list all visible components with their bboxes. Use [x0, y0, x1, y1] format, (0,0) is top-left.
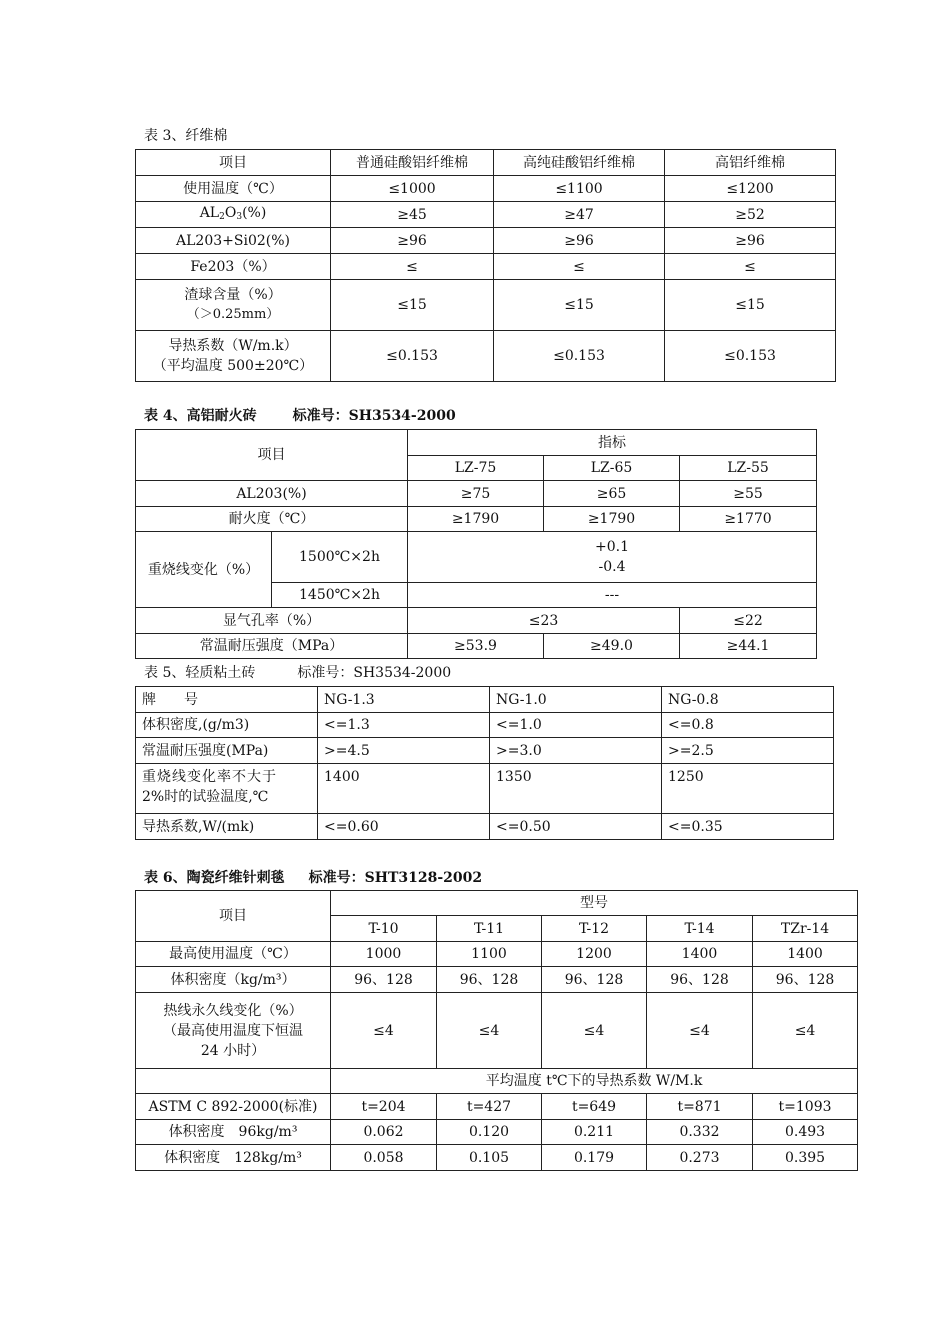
table-cell: ≤15	[665, 280, 836, 331]
row-label-line: （最高使用温度下恒温	[163, 1022, 303, 1039]
condition-title: 平均温度 t℃下的导热系数 W/M.k	[331, 1069, 858, 1094]
table6-item-header: 项目	[136, 891, 331, 942]
row-label-line: 24 小时）	[200, 1042, 266, 1059]
table-cell: ≤4	[437, 993, 542, 1069]
table-cell: ≤0.153	[665, 331, 836, 382]
table3-header-cell: 高铝纤维棉	[665, 150, 836, 176]
table-cell: ≤	[665, 254, 836, 280]
table-cell: 1000	[331, 942, 437, 967]
table-row	[136, 608, 817, 634]
row-label: 显气孔率（%）	[136, 608, 408, 634]
table-row	[136, 967, 858, 993]
table-cell: ≤0.153	[331, 331, 494, 382]
table-row	[136, 228, 836, 254]
table-cell: >=3.0	[490, 738, 662, 764]
row-label	[136, 993, 331, 1069]
table4-caption	[144, 407, 456, 425]
table4-high-alumina-brick	[135, 429, 817, 659]
table-cell: 96、128	[647, 967, 753, 993]
type-header: T-14	[647, 916, 753, 942]
table5-header-cell: NG-1.3	[318, 687, 490, 713]
table-cell: ≤15	[494, 280, 665, 331]
table4-title: 表 4、高铝耐火砖	[144, 408, 257, 424]
row-label: 使用温度（℃）	[136, 176, 331, 202]
table-row	[136, 814, 834, 840]
table-cell: ≤4	[753, 993, 858, 1069]
table5-standard: 标准号：SH3534-2000	[297, 665, 452, 681]
table-cell: 0.120	[437, 1120, 542, 1145]
table-cell: ≤1000	[331, 176, 494, 202]
table-cell: ≥53.9	[408, 634, 544, 659]
row-label	[136, 280, 331, 331]
table-row	[136, 764, 834, 814]
table-row	[136, 1094, 858, 1120]
table-cell: ≤22	[680, 608, 817, 634]
row-label: 体积密度 128kg/m³	[136, 1145, 331, 1171]
row-label-line: 重烧线变化率不大于	[142, 769, 277, 785]
table-cell: 96、128	[753, 967, 858, 993]
row-label: ASTM C 892-2000(标准)	[136, 1094, 331, 1120]
table5-header-cell: NG-1.0	[490, 687, 662, 713]
table-cell: 0.058	[331, 1145, 437, 1171]
table4-index-header: 指标	[408, 430, 817, 456]
value-line: -0.4	[598, 559, 626, 575]
table-cell: t=1093	[753, 1094, 858, 1120]
row-label: 重烧线变化（%）	[136, 532, 272, 608]
type-header: T-10	[331, 916, 437, 942]
row-label: 体积密度（kg/m³）	[136, 967, 331, 993]
table-row	[136, 331, 836, 382]
table5-header-row	[136, 687, 834, 713]
table-row	[136, 1069, 858, 1094]
table-cell: 1100	[437, 942, 542, 967]
table-cell: ≤4	[647, 993, 753, 1069]
table-cell: 1250	[662, 764, 834, 814]
table-cell: ≥65	[544, 481, 680, 507]
table3-header-cell: 项目	[136, 150, 331, 176]
table-cell: t=204	[331, 1094, 437, 1120]
row-label: 体积密度 96kg/m³	[136, 1120, 331, 1145]
table-cell: 1400	[753, 942, 858, 967]
table-cell: <=0.8	[662, 713, 834, 738]
table4-standard: 标准号：SH3534-2000	[292, 408, 456, 424]
table-cell: 0.273	[647, 1145, 753, 1171]
grade-header: LZ-55	[680, 456, 817, 481]
table5-brand-header: 牌 号	[136, 687, 318, 713]
table-row	[136, 507, 817, 532]
table-row	[136, 634, 817, 659]
row-label	[136, 331, 331, 382]
condition-cell: 1450℃×2h	[272, 583, 408, 608]
row-label-line: 导热系数（W/m.k）	[168, 338, 298, 354]
table3-caption: 表 3、纤维棉	[144, 128, 228, 144]
table6-model-header: 型号	[331, 891, 858, 916]
table-cell: 0.211	[542, 1120, 647, 1145]
table4-item-header: 项目	[136, 430, 408, 481]
table-cell: 0.179	[542, 1145, 647, 1171]
table-cell: ≥55	[680, 481, 817, 507]
table-row	[136, 532, 817, 583]
row-label: Fe203（%）	[136, 254, 331, 280]
table-cell: <=0.60	[318, 814, 490, 840]
table-row	[136, 254, 836, 280]
value-line: +0.1	[595, 539, 630, 555]
table-cell: ---	[408, 583, 817, 608]
row-label: AL203(%)	[136, 481, 408, 507]
table-cell: <=1.0	[490, 713, 662, 738]
table-cell: t=871	[647, 1094, 753, 1120]
table-cell: 0.395	[753, 1145, 858, 1171]
table-cell: ≤4	[331, 993, 437, 1069]
table5-caption	[144, 664, 451, 682]
table-cell: <=0.50	[490, 814, 662, 840]
table-cell: 96、128	[542, 967, 647, 993]
row-label: 耐火度（℃）	[136, 507, 408, 532]
table3-header-cell: 高纯硅酸铝纤维棉	[494, 150, 665, 176]
table-cell: >=2.5	[662, 738, 834, 764]
table-cell: ≤4	[542, 993, 647, 1069]
table-cell: 0.493	[753, 1120, 858, 1145]
table-cell: ≥1790	[408, 507, 544, 532]
table-cell: ≥1790	[544, 507, 680, 532]
table-cell: ≤	[331, 254, 494, 280]
table-row	[136, 713, 834, 738]
table3-header-cell: 普通硅酸铝纤维棉	[331, 150, 494, 176]
row-label: 导热系数,W/(mk)	[136, 814, 318, 840]
table-cell: ≤15	[331, 280, 494, 331]
row-label-line: 热线永久线变化（%）	[163, 1002, 303, 1019]
table-row	[136, 738, 834, 764]
table-cell: ≥96	[494, 228, 665, 254]
table-cell: ≤0.153	[494, 331, 665, 382]
row-label: 体积密度,(g/m3)	[136, 713, 318, 738]
table-cell: ≤1200	[665, 176, 836, 202]
table-row	[136, 1145, 858, 1171]
row-label-line: （平均温度 500±20℃）	[152, 358, 314, 374]
table5-header-cell: NG-0.8	[662, 687, 834, 713]
row-label: AL203+Si02(%)	[136, 228, 331, 254]
table5-light-clay-brick	[135, 686, 834, 840]
table-row	[136, 942, 858, 967]
table-cell: 0.332	[647, 1120, 753, 1145]
table-row	[136, 481, 817, 507]
table6-caption	[144, 869, 482, 887]
row-label: $AL_2O_3(\%)$	[136, 202, 331, 228]
table-cell: >=4.5	[318, 738, 490, 764]
table6-title: 表 6、陶瓷纤维针刺毯	[144, 870, 285, 886]
table-cell: <=1.3	[318, 713, 490, 738]
row-label: 最高使用温度（℃）	[136, 942, 331, 967]
type-header: T-11	[437, 916, 542, 942]
table-cell: ≥47	[494, 202, 665, 228]
row-label-line: 2%时的试验温度,℃	[142, 789, 269, 805]
table-cell: ≥45	[331, 202, 494, 228]
table-cell: t=649	[542, 1094, 647, 1120]
table-cell: ≥52	[665, 202, 836, 228]
table-cell: <=0.35	[662, 814, 834, 840]
table-cell	[136, 1069, 331, 1094]
table-cell: ≤1100	[494, 176, 665, 202]
table-cell: ≥75	[408, 481, 544, 507]
table-cell: t=427	[437, 1094, 542, 1120]
table-cell: 1350	[490, 764, 662, 814]
row-label	[136, 764, 318, 814]
table-cell: ≥96	[331, 228, 494, 254]
table-cell: 1400	[647, 942, 753, 967]
type-header: T-12	[542, 916, 647, 942]
grade-header: LZ-65	[544, 456, 680, 481]
row-label-line: （＞0.25mm）	[186, 307, 280, 322]
table-row	[136, 202, 836, 228]
table-cell: ≤	[494, 254, 665, 280]
table-cell: ≤23	[408, 608, 680, 634]
row-label: 常温耐压强度（MPa）	[136, 634, 408, 659]
table-cell: 0.062	[331, 1120, 437, 1145]
table-cell: 96、128	[331, 967, 437, 993]
table-cell: ≥44.1	[680, 634, 817, 659]
table-row	[136, 280, 836, 331]
condition-cell: 1500℃×2h	[272, 532, 408, 583]
table3-fiber-cotton	[135, 149, 836, 382]
table-row	[136, 1120, 858, 1145]
row-label: 常温耐压强度(MPa)	[136, 738, 318, 764]
table3-header-row	[136, 150, 836, 176]
table-cell: ≥1770	[680, 507, 817, 532]
table-cell: ≥96	[665, 228, 836, 254]
table-cell: 1200	[542, 942, 647, 967]
table-cell: 0.105	[437, 1145, 542, 1171]
table-cell: 96、128	[437, 967, 542, 993]
table-row	[136, 176, 836, 202]
grade-header: LZ-75	[408, 456, 544, 481]
type-header: TZr-14	[753, 916, 858, 942]
table-cell: 1400	[318, 764, 490, 814]
table5-title: 表 5、轻质粘土砖	[144, 665, 256, 681]
table-row	[136, 993, 858, 1069]
table6-ceramic-fiber-blanket	[135, 890, 858, 1171]
row-label-line: 渣球含量（%）	[184, 287, 282, 303]
table6-standard: 标准号：SHT3128-2002	[308, 870, 483, 886]
table-cell	[408, 532, 817, 583]
table-cell: ≥49.0	[544, 634, 680, 659]
